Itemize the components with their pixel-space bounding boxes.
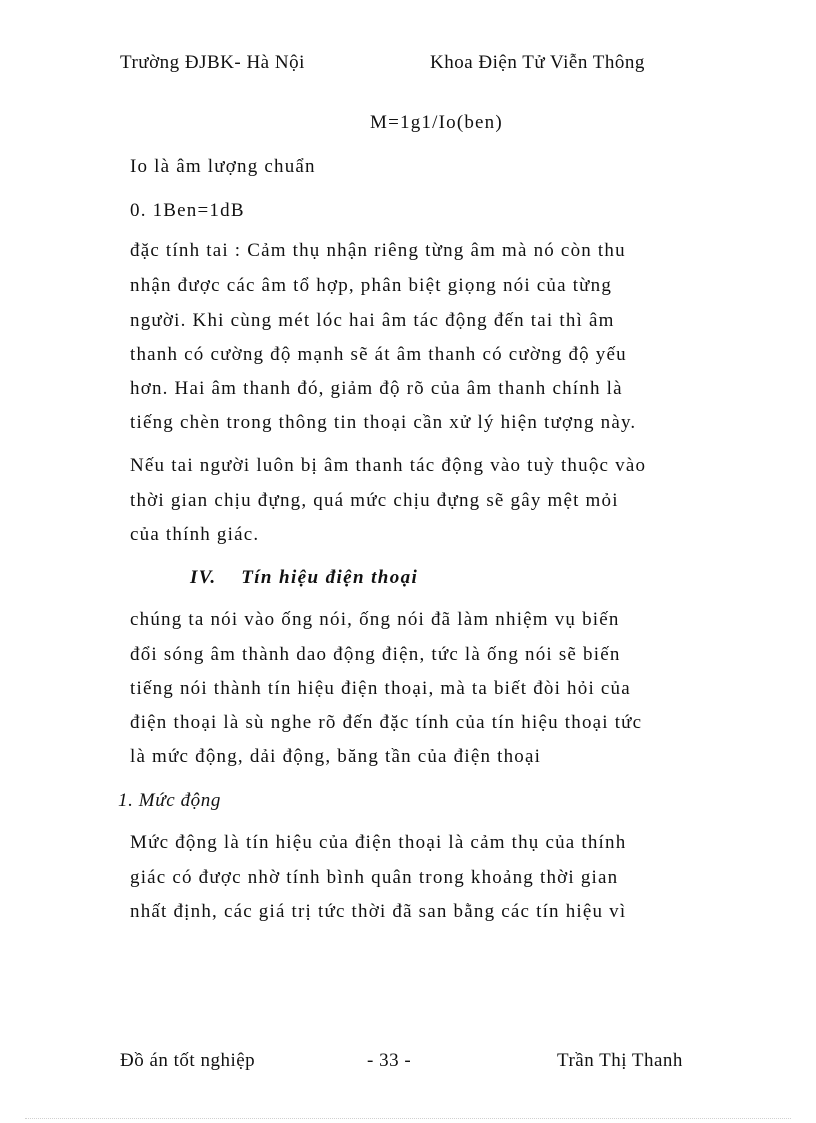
text-line: Io là âm lượng chuẩn xyxy=(130,156,316,177)
section-title: Tín hiệu điện thoại xyxy=(241,567,419,588)
section-number: IV. xyxy=(190,567,217,588)
text-line: người. Khi cùng mét lóc hai âm tác động đến tai thì âm xyxy=(130,310,615,331)
text-line: thanh có cường độ mạnh sẽ át âm thanh có cường độ yếu xyxy=(130,344,627,365)
text-line: 0. 1Ben=1dB xyxy=(130,200,245,221)
text-line: giác có được nhờ tính bình quân trong khoảng thời gian xyxy=(130,867,619,888)
text-line: đặc tính tai : Cảm thụ nhận riêng từng âm mà nó còn thu xyxy=(130,240,626,261)
header-school: Trường ĐJBK- Hà Nội xyxy=(120,52,305,73)
text-line: Mức động là tín hiệu của điện thoại là cảm thụ của thính xyxy=(130,832,627,853)
text-line: điện thoại là sù nghe rõ đến đặc tính của tín hiệu thoại tức xyxy=(130,712,643,733)
text-line: chúng ta nói vào ống nói, ống nói đã làm nhiệm vụ biến xyxy=(130,609,620,630)
page-header xyxy=(0,52,816,80)
footer-author: Trần Thị Thanh xyxy=(557,1050,683,1071)
header-department: Khoa Điện Tử Viễn Thông xyxy=(430,52,645,73)
text-line: tiếng chèn trong thông tin thoại cần xử lý hiện tượng này. xyxy=(130,412,637,433)
text-line: là mức động, dải động, băng tần của điện thoại xyxy=(130,746,542,767)
text-line: Nếu tai người luôn bị âm thanh tác động vào tuỳ thuộc vào xyxy=(130,455,647,476)
formula: M=1g1/Io(ben) xyxy=(370,112,503,133)
text-line: nhận được các âm tổ hợp, phân biệt giọng nói của từng xyxy=(130,275,613,296)
text-line: của thính giác. xyxy=(130,524,260,545)
section-heading xyxy=(190,567,418,589)
page-bottom-rule xyxy=(25,1118,791,1119)
text-line: nhất định, các giá trị tức thời đã san bằng các tín hiệu vì xyxy=(130,901,627,922)
subheading: 1. Mức động xyxy=(118,790,221,811)
text-line: đổi sóng âm thành dao động điện, tức là ống nói sẽ biến xyxy=(130,644,621,665)
page-number: - 33 - xyxy=(367,1050,412,1071)
text-line: hơn. Hai âm thanh đó, giảm độ rõ của âm thanh chính là xyxy=(130,378,623,399)
text-line: tiếng nói thành tín hiệu điện thoại, mà ta biết đòi hỏi của xyxy=(130,678,631,699)
footer-title: Đồ án tốt nghiệp xyxy=(120,1050,256,1071)
text-line: thời gian chịu đựng, quá mức chịu đựng sẽ gây mệt mỏi xyxy=(130,490,619,511)
